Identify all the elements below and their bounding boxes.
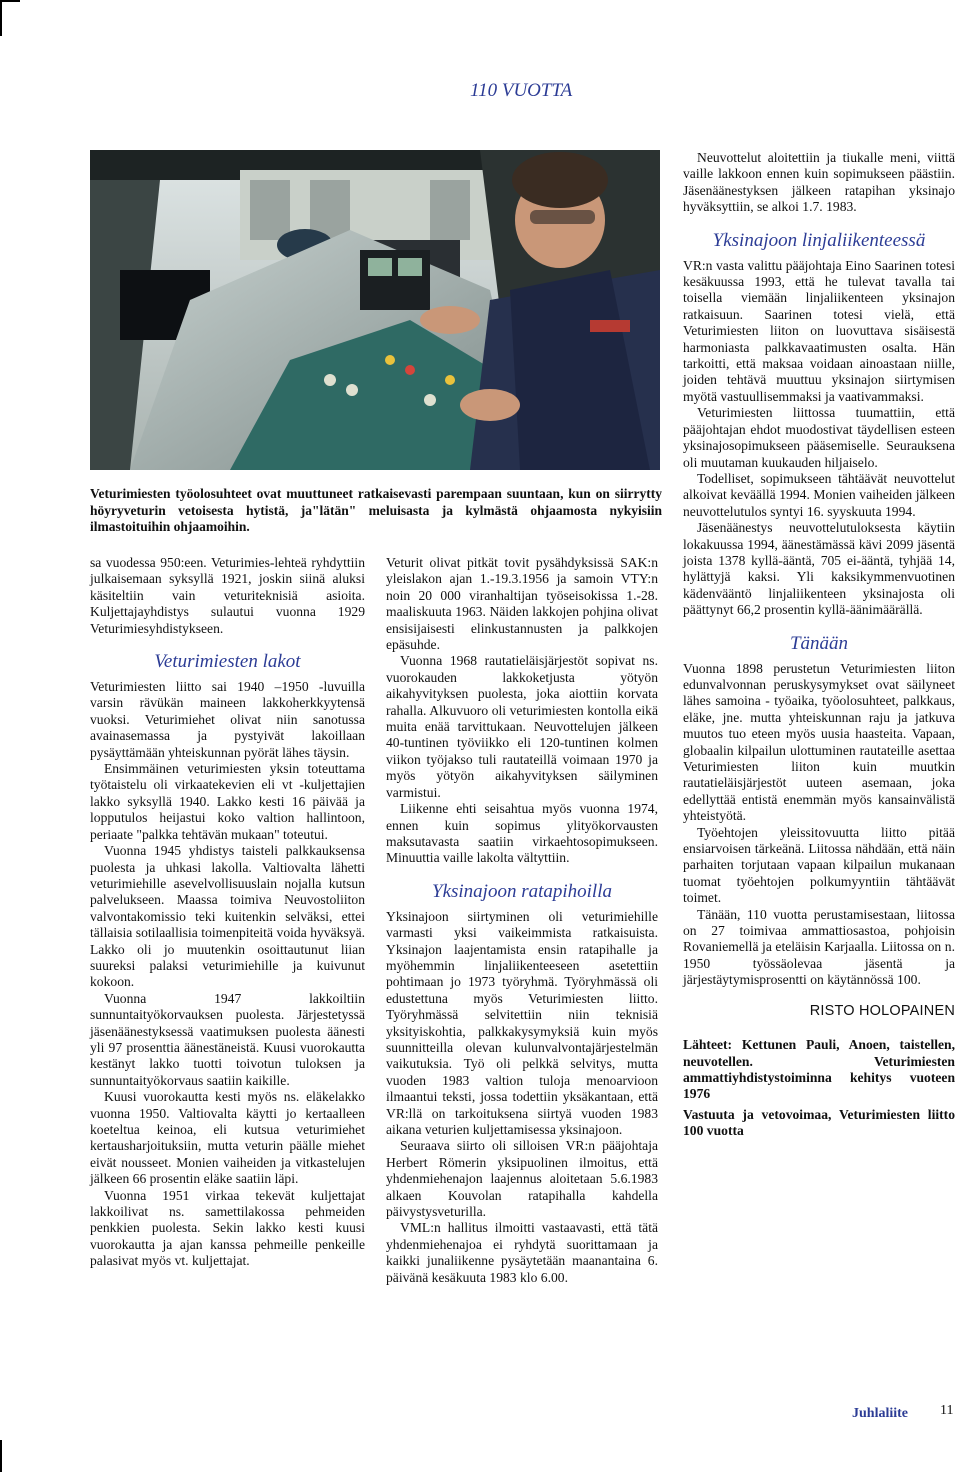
- paragraph: Kuusi vuorokautta kesti myös ns. eläkelakko vuonna 1950. Valtiovalta käytti jo kertaalleen koeteltua keinoa, eli kutsua veturimiehet kertausharjoituksiin, mutta veturin päälle miehet eivät nousseet. Monien vaiheiden ja vitkastelujen jälkeen 66 prosentin eläke saatiin läpi.: [90, 1089, 365, 1187]
- paragraph: Vuonna 1951 virkaa tekevät kuljettajat lakkoilivat ns. samettilakossa pehmeiden penkkien puolesta. Sekin lakko kesti kuusi vuorokautta ja ajan kanssa pehmeille penkeille palasivat myös vt. kuljettajat.: [90, 1187, 365, 1269]
- column-1-intro: sa vuodessa 950:een. Veturimies-lehteä ryhdyttiin julkaisemaan syksyllä 1921, joskin siinä aluksi käsiteltiin vain veturiteknisiä asioita. Kuljettajayhdistys sulautui vuonna 1929 Veturimiesyhdistykseen.: [90, 555, 365, 636]
- sources-block: [683, 1037, 955, 1139]
- paragraph: Tänään, 110 vuotta perustamisestaan, liitossa on 27 toimivaa ammattiosastoa, pohjoisin Rovaniemellä ja eteläisin Karjaalla. Liitossa on n. 1950 työssäolevaa jäsentä ja järjestäytymisprosentti on käytännössä 100.: [683, 906, 955, 988]
- paragraph: Ensimmäinen veturimiesten yksin toteuttama työtaistelu oli virkaatekevien eli vt -kuljettajien lakko syksyllä 1940. Lakko kesti 16 päivää ja lopputulos heijastui koko valtion hallintoon, periaate "palkka tehtävän mukaan" toteutui.: [90, 761, 365, 842]
- paragraph: Seuraava siirto oli silloisen VR:n pääjohtaja Herbert Römerin yksipuolinen ilmoitus, että yhdenmiehenajon laajennus aloitetaan 5.6.1983 alkaen Kouvolan ratapihalla kahdella päivystysveturilla.: [386, 1138, 658, 1220]
- source-entry: Lähteet: Kettunen Pauli, Anoen, taistellen, neuvotellen. Veturimiesten ammattiyhdistystoiminna kehitys vuoteen 1976: [683, 1037, 955, 1102]
- paragraph: Vuonna 1898 perustetun Veturimiesten liiton edunvalvonnan peruskysymykset ovat säilyneet lähes samoina - työaika, työolosuhteet, palkkaus, eläke, jne. mutta yhteiskunnan raju ja jatkuva muutos tuo eteen myös uusia haasteita. Vapaan, globaalin kilpailun ulottuminen rautateille asettaa Veturimiesten liiton kuin muutkin rautatieläisjärjestöt uuteen asemaan, joka edellyttää entistä enemmän myös kansainvälistä yhteistyötä.: [683, 660, 955, 824]
- paragraph: Veturit olivat pitkät tovit pysähdyksissä SAK:n yleislakon ajan 1.-19.3.1956 ja samoin VTY:n noin 20 000 viranhaltijan työseisokissa 1.-28. maaliskuuta 1963. Näiden lakkojen pohjina olivat ensisijaisesti elinkustannusten ja palkkojen epäsuhde.: [386, 555, 658, 653]
- source-entry: Vastuuta ja vetovoimaa, Veturimiesten liitto 100 vuotta: [683, 1106, 955, 1139]
- paragraph: VR:n vasta valittu pääjohtaja Eino Saarinen totesi kesäkuussa 1993, että he tulevat tavalla tai toisella viemään linjaliikenteen yksinajon ratkaisuun. Saarinen totesi vielä, että Veturimiesten liiton on luovuttava sisäisestä harmoniasta palkkavaatimusten osalta. Hän tarkoitti, että maksaa voidaan ainoastaan niille, joiden tehtävä muuttuu yksinajon siirtymisen myötä vastuullisemmaksi ja vaativammaksi.: [683, 257, 955, 404]
- section-heading-tanaan: Tänään: [789, 632, 849, 654]
- column-3: [683, 150, 955, 1140]
- page-number: 11: [940, 1403, 954, 1418]
- paragraph: Jäsenäänestys neuvottelutuloksesta käytiin lokakuussa 1994, äänestämässä kävi 2099 jäsentä joista 1378 kyllä-ääntä, 705 ei-ääntä, tyhjää 14, hylättyjä kaksi. Yli kaksikymmenvuotinen kädenvääntö linjaliikenteen yksinajosta oli päättynyt 66,2 prosentin kyllä-äänimäärällä.: [683, 520, 955, 618]
- paragraph: Todelliset, sopimukseen tähtäävät neuvottelut alkoivat keväällä 1994. Monien vaiheiden jälkeen neuvottelutulos syntyi 16. syyskuuta 1994.: [683, 470, 955, 519]
- column-3-intro: Neuvottelut aloitettiin ja tiukalle meni, viittä vaille lakkoon ennen kuin sopimukseen päästiin. Jäsenäänestyksen jälkeen ratapihan yksinajo hyväksyttiin, se alkoi 1.7. 1983.: [683, 150, 955, 215]
- photo-caption: Veturimiesten työolosuhteet ovat muuttuneet ratkaisevasti parempaan suuntaan, kun on siirrytty höyryveturin vetoisesta hytistä, ja"lätän" meluisasta ja kylmästä ohjaamosta nykyisiin ilmastoituihin ohjaamoihin.: [90, 486, 662, 535]
- section-heading-ratapihoilla: Yksinajoon ratapihoilla: [432, 880, 612, 902]
- paragraph: Yksinajoon siirtyminen oli veturimiehille varmasti yksi vaikeimmista ratkaisuista. Yksinajon laajentamista ensin ratapihalle ja myöhemmin linjaliikenteeseen asetettiin pohtimaan jo 1973 työryhmä. Työryhmässä oli edustettuna myös Veturimiesten liitto. Työryhmässä selvitettiin niin teknisiä yksityiskohtia, palkkakysymyksiä kuin myös suunnitteilla olevan kulunvalvontajärjestelmän vaikutuksia. Työ oli pelkkä selvitys, mutta vuoden 1983 valtion tuloja menoarvioon ilmaantui teksti, jossa todettiin yksäkantaan, että VR:llä on tarkoituksena siirtyä vuoden 1983 aikana veturien kuljettamisessa yksinajoon.: [386, 908, 658, 1137]
- crop-mark-top-horizontal: [0, 0, 20, 2]
- paragraph: Veturimiesten liitto sai 1940 –1950 -luvuilla varsin rävükän maineen lakkoherkkyytensä vuoksi. Veturimiehet olivat niin sanotussa avainasemassa ja pystyivät lakoillaan pysäyttämään yhteiskunnan pyörät lähes täysin.: [90, 679, 365, 760]
- paragraph: Vuonna 1968 rautatieläisjärjestöt sopivat ns. vuorokauden lakkoketjusta yötyön aikahyvityksen puolesta, joka aiottiin korvata rahalla. Alkuvuoro oli veturimiesten kontolla eikä muita enää tarvittukaan. Neuvottelujen jälkeen 40-tuntinen työviikko eli 120-tuntinen kolmen viikon työjakso tuli rautateillä voimaan 1970 ja myös yötyön aikahyvityksen säilyminen varmistui.: [386, 653, 658, 800]
- paragraph: Veturimiesten liittossa tuumattiin, että pääjohtajan ehdot muodostivat täydellisen esteen yksinajosopimukseen pääsemiselle. Seurauksena oli muutaman kuukauden hiljaiselo.: [683, 405, 955, 470]
- column-1: [90, 555, 365, 1270]
- column-2: [386, 555, 658, 1286]
- publication-name: Juhlaliite: [852, 1406, 909, 1421]
- paragraph: Vuonna 1945 yhdistys taisteli palkkauksensa puolesta ja uhkasi lakolla. Valtiovalta lähetti veturimiehille asevelvollisuuslain nojalla kutsun palvelukseen. Maassa toimiva Neuvostoliiton valvontakomissio teki kuitenkin selväksi, ettei tällaisia sotilaallisia toimenpiteitä voida hyväksyä. Lakko oli jo muutenkin osoittautunut liian suureksi palaksi veturimiehille ja kuivunut kokoon.: [90, 843, 365, 990]
- paragraph: Liikenne ehti seisahtua myös vuonna 1974, ennen kuin sopimus ylityökorvausten maksutavasta saatiin virkaehtosopimukseen. Minuuttia vaille lakolta vältyttiin.: [386, 801, 658, 866]
- crop-mark-top-vertical: [0, 0, 2, 36]
- paragraph: VML:n hallitus ilmoitti vastaavasti, että tätä yhdenmiehenajoa ei ryhdytä suorittamaan ja kaikki junaliikenne pysäytetään maanantaina 6. päivänä kesäkuuta 1983 klo 6.00.: [386, 1220, 658, 1285]
- page-header: 110 VUOTTA: [470, 80, 573, 101]
- section-heading-linjaliikenteessa: Yksinajoon linjaliikenteessä: [712, 229, 926, 251]
- paragraph: Työehtojen yleissitovuutta liitto pitää ensiarvoisen tärkeänä. Liitossa nähdään, että näin parhaiten torjutaan vapaan kilpailun mukanaan tuomat työehtojen polkumyyntiin tähtäävät toimet.: [683, 824, 955, 906]
- author-signature: RISTO HOLOPAINEN: [809, 1002, 955, 1019]
- cab-photo: [90, 150, 660, 470]
- crop-mark-bottom-vertical: [0, 1440, 2, 1472]
- paragraph: Vuonna 1947 lakkoiltiin sunnuntaityökorvauksen puolesta. Järjestetyssä jäsenäänestyksessä vaatimuksen puolesta äänesti yli 97 prosenttia äänestäneistä. Kuusi vuorokautta kestänyt lakko tuotti toivotun tuloksen ja sunnuntaityökorvaus saatiin kaikille.: [90, 990, 365, 1088]
- section-heading-lakot: Veturimiesten lakot: [154, 651, 301, 673]
